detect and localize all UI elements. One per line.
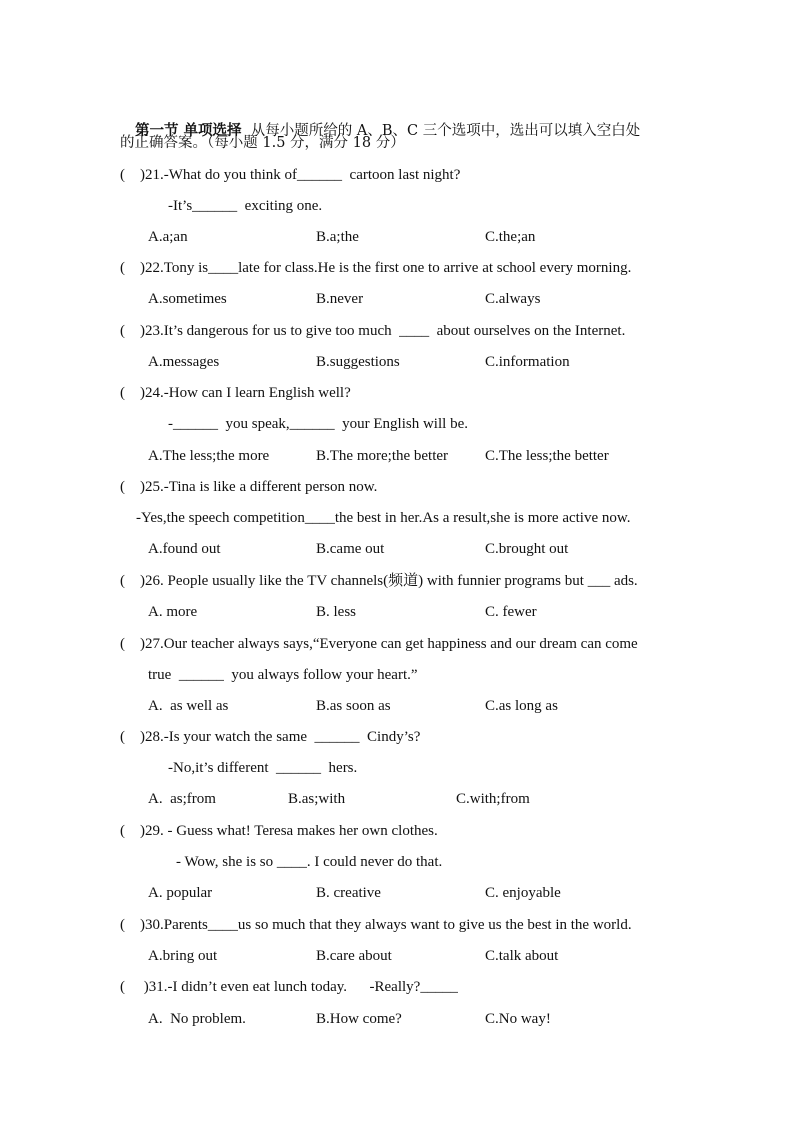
question-25-option-c[interactable]: C.brought out — [485, 541, 569, 557]
question-27-option-b[interactable]: B.as soon as — [316, 698, 391, 714]
question-26-option-b[interactable]: B. less — [316, 604, 357, 620]
question-31-stem: ( )31.-I didn’t even eat lunch today. -Really?_____ — [120, 979, 458, 995]
question-26-stem: ( )26. People usually like the TV channels(频道) with funnier programs but ___ ads. — [120, 573, 638, 589]
question-26-option-c[interactable]: C. fewer — [485, 604, 537, 620]
question-31-option-b[interactable]: B.How come? — [316, 1011, 402, 1027]
question-30-option-c[interactable]: C.talk about — [485, 948, 559, 964]
question-25-option-b[interactable]: B.came out — [316, 541, 385, 557]
question-22-option-c[interactable]: C.always — [485, 291, 541, 307]
question-22-option-b[interactable]: B.never — [316, 291, 364, 307]
question-24-stem-2: -______ you speak,______ your English will be. — [168, 416, 468, 432]
question-28-option-b[interactable]: B.as;with — [288, 791, 346, 807]
question-23-option-a[interactable]: A.messages — [148, 354, 220, 370]
question-29-stem: ( )29. - Guess what! Teresa makes her own clothes. — [120, 823, 438, 839]
question-21-stem: ( )21.-What do you think of______ cartoon last night? — [120, 167, 461, 183]
question-23-stem: ( )23.It’s dangerous for us to give too much ____ about ourselves on the Internet. — [120, 323, 626, 339]
question-21-option-a[interactable]: A.a;an — [148, 229, 188, 245]
section-number: 第一节 — [135, 123, 179, 139]
question-27-stem-2: true ______ you always follow your heart.” — [148, 667, 418, 683]
question-30-stem: ( )30.Parents____us so much that they always want to give us the best in the world. — [120, 917, 632, 933]
instruction-line-2: 的正确答案。（每小题 1.5 分，满分 18 分） — [120, 135, 405, 151]
question-30-option-a[interactable]: A.bring out — [148, 948, 218, 964]
question-27-option-c[interactable]: C.as long as — [485, 698, 558, 714]
question-30-option-b[interactable]: B.care about — [316, 948, 392, 964]
question-25-stem: ( )25.-Tina is like a different person now. — [120, 479, 378, 495]
question-26-option-a[interactable]: A. more — [148, 604, 198, 620]
section-type: 单项选择 — [183, 123, 242, 139]
question-23-option-c[interactable]: C.information — [485, 354, 570, 370]
question-25-stem-2: -Yes,the speech competition____the best in her.As a result,she is more active now. — [136, 510, 631, 526]
question-24-stem: ( )24.-How can I learn English well? — [120, 385, 351, 401]
question-23-option-b[interactable]: B.suggestions — [316, 354, 400, 370]
question-27-option-a[interactable]: A. as well as — [148, 698, 229, 714]
question-31-option-a[interactable]: A. No problem. — [148, 1011, 246, 1027]
question-24-option-b[interactable]: B.The more;the better — [316, 448, 449, 464]
question-29-option-a[interactable]: A. popular — [148, 885, 213, 901]
question-29-stem-2: - Wow, she is so ____. I could never do that. — [176, 854, 443, 870]
question-22-option-a[interactable]: A.sometimes — [148, 291, 227, 307]
question-28-stem-2: -No,it’s different ______ hers. — [168, 760, 358, 776]
question-29-option-b[interactable]: B. creative — [316, 885, 381, 901]
question-28-option-a[interactable]: A. as;from — [148, 791, 216, 807]
instruction-line-1: 从每小题所给的 A、B、C 三个选项中，选出可以填入空白处 — [250, 123, 641, 139]
question-24-option-c[interactable]: C.The less;the better — [485, 448, 609, 464]
question-21-stem-2: -It’s______ exciting one. — [168, 198, 323, 214]
question-31-option-c[interactable]: C.No way! — [485, 1011, 551, 1027]
question-24-option-a[interactable]: A.The less;the more — [148, 448, 270, 464]
question-27-stem: ( )27.Our teacher always says,“Everyone can get happiness and our dream can come — [120, 636, 638, 652]
question-29-option-c[interactable]: C. enjoyable — [485, 885, 561, 901]
question-28-stem: ( )28.-Is your watch the same ______ Cindy’s? — [120, 729, 421, 745]
question-28-option-c[interactable]: C.with;from — [456, 791, 530, 807]
question-21-option-c[interactable]: C.the;an — [485, 229, 536, 245]
question-22-stem: ( )22.Tony is____late for class.He is the first one to arrive at school every morning. — [120, 260, 632, 276]
question-25-option-a[interactable]: A.found out — [148, 541, 221, 557]
question-21-option-b[interactable]: B.a;the — [316, 229, 359, 245]
